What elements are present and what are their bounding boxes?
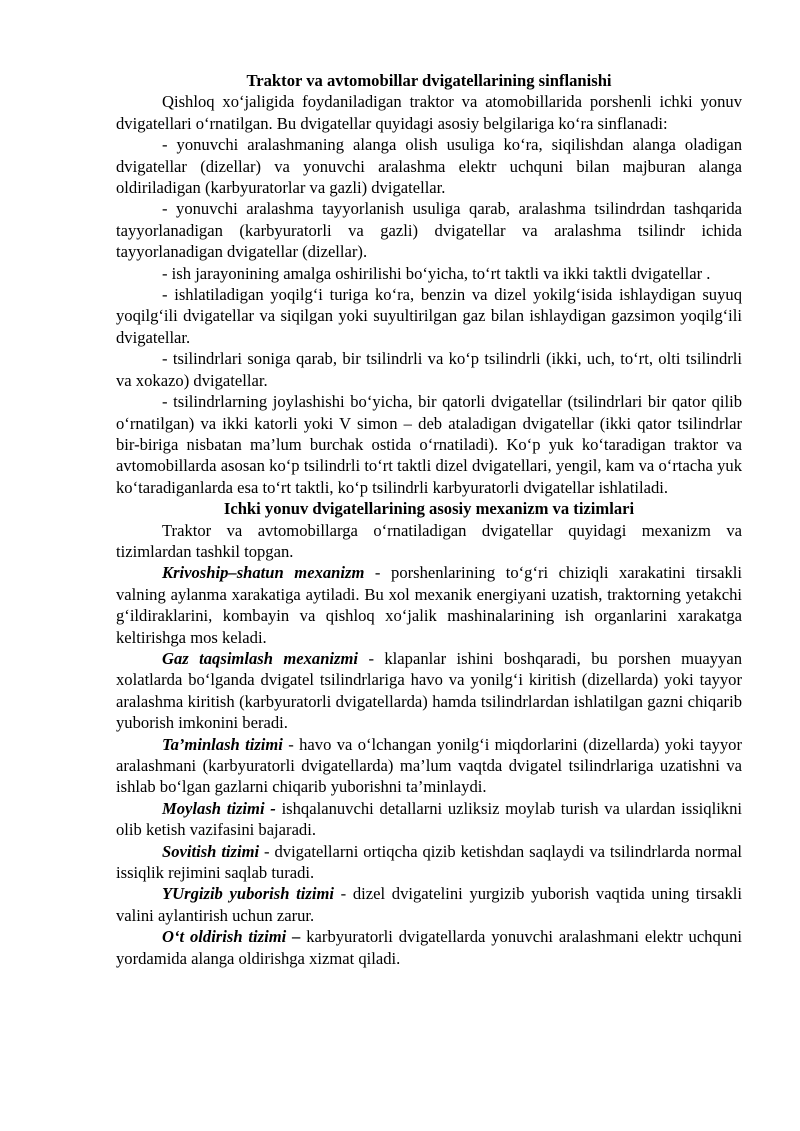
section-intro: Traktor va avtomobillarga o‘rnatiladigan dvigatellar quyidagi mexanizm va tizimlardan tashkil topgan. [116,520,742,561]
mechanism-term: Sovitish tizimi [162,841,260,861]
classification-item: - ish jarayonining amalga oshirilishi bo‘yicha, to‘rt taktli va ikki taktli dvigatellar . [162,263,711,283]
classification-item: - tsilindrlarning joylashishi bo‘yicha, bir qatorli dvigatellar (tsilindrlari bir qator qilib o‘rnatilgan) va ikki katorli yoki V simon – deb ataladigan dvigatellar (ikki qator tsilindrlar bir-biriga nisbatan ma’lum burchak ostida o‘rnatiladi). Ko‘p yuk ko‘taradigan traktor va avtomobillarda asosan ko‘p tsilindrli to‘rt taktli dizel dvigatellari, yengil, kam va o‘rtacha yuk ko‘taradiganlarda esa to‘rt taktli, ko‘p tsilindrli karbyuratorli dvigatellar ishlatiladi. [116,392,742,497]
mechanism-text: - dizel dvigatelini yurgizib yuborish vaqtida uning tirsakli valini aylantirish uchun zarur. [116,884,742,925]
mechanism-text: ishqalanuvchi detallarni uzliksiz moylab turish va ulardan issiqlikni olib ketish vazifasini bajaradi. [116,798,743,840]
intro-paragraph: Qishloq xo‘jaligida foydaniladigan traktor va atomobillarida porshenli ichki yonuv dvigatellari o‘rnatilgan. Bu dvigatellar quyidagi asosiy belgilariga ko‘ra sinflanadi: [116,92,742,133]
mechanism-paragraph [116,926,742,969]
mechanism-term: Gaz taqsimlash mexanizmi [162,648,359,668]
classification-item: - yonuvchi aralashmaning alanga olish usuliga ko‘ra, siqilishdan alanga oladigan dvigatellar (dizellar) va yonuvchi aralashma elektr uchquni bilan majburan alanga oldiriladigan (karbyuratorlar va gazli) dvigatellar. [116,135,742,198]
mechanism-paragraph [116,648,742,734]
mechanism-paragraph [116,883,742,926]
mechanism-term: Ta’minlash tizimi [162,734,283,754]
classification-item: - ishlatiladigan yoqilg‘i turiga ko‘ra, benzin va dizel yokilg‘isida ishlaydigan suyuq yoqilg‘ili dvigatellar va siqilgan yoki suyultirilgan gaz bilan ishlaydigan gazsimon yoqilg‘ili dvigatellar. [116,285,742,347]
page-title: Traktor va avtomobillar dvigatellarining sinflanishi [246,71,612,90]
classification-item: - yonuvchi aralashma tayyorlanish usuliga qarab, aralashma tsilindrdan tashqarida tayyorlanadigan (karbyuratorli va gazli) dvigatellar va aralashma tsilindr ichida tayyorlanadigan dvigatellar (dizellar). [116,199,742,262]
mechanism-text: - dvigatellarni ortiqcha qizib ketishdan saqlaydi va tsilindrlarda normal issiqlik rejimini saqlab turadi. [116,841,742,883]
mechanism-text: - havo va o‘lchangan yonilg‘i miqdorlarini (dizellarda) yoki tayyor aralashmani (karbyuratorli dvigatellarda) ma’lum vaqtda dvigatel tsilindrlariga uzatishni va ishlab bo‘lgan gazlarni chiqarib yuborishni ta’minlaydi. [116,734,742,797]
mechanism-term: O‘t oldirish tizimi – [162,927,301,947]
classification-item: - tsilindrlari soniga qarab, bir tsilindrli va ko‘p tsilindrli (ikki, uch, to‘rt, olti tsilindrli va xokazo) dvigatellar. [116,349,742,390]
mechanism-text: - porshenlarining to‘g‘ri chiziqli xarakatini tirsakli valning aylanma xarakatiga aytiladi. Bu xol mexanik energiyani uzatish, traktorning yetakchi g‘ildiraklarini, kombayin va qishloq xo‘jalik mashinalarining ish organlarini xarakatga keltirishga mos keladi. [116,563,742,647]
mechanism-term: Krivoship–shatun mexanizm [162,563,365,583]
mechanism-paragraph [116,798,742,841]
mechanism-paragraph [116,841,742,884]
document-page [116,70,742,969]
section-heading: Ichki yonuv dvigatellarining asosiy mexanizm va tizimlari [223,499,635,519]
mechanism-term: Moylash tizimi - [162,798,276,818]
mechanism-text: karbyuratorli dvigatellarda yonuvchi aralashmani elektr uchquni yordamida alanga oldirishga xizmat qiladi. [116,927,742,968]
mechanism-term: YUrgizib yuborish tizimi [162,884,334,904]
mechanism-paragraph [116,734,742,798]
mechanism-paragraph [116,562,742,648]
mechanism-text: - klapanlar ishini boshqaradi, bu porshen muayyan xolatlarda bo‘lganda dvigatel tsilindrlariga havo va yonilg‘i kiritish (dizellarda) yoki tayyor aralashma kiritish (karbyuratorli dvigatellarda) hamda tsilindrlardan ishlatilgan gazni chiqarib yuborish imkonini beradi. [116,648,742,733]
